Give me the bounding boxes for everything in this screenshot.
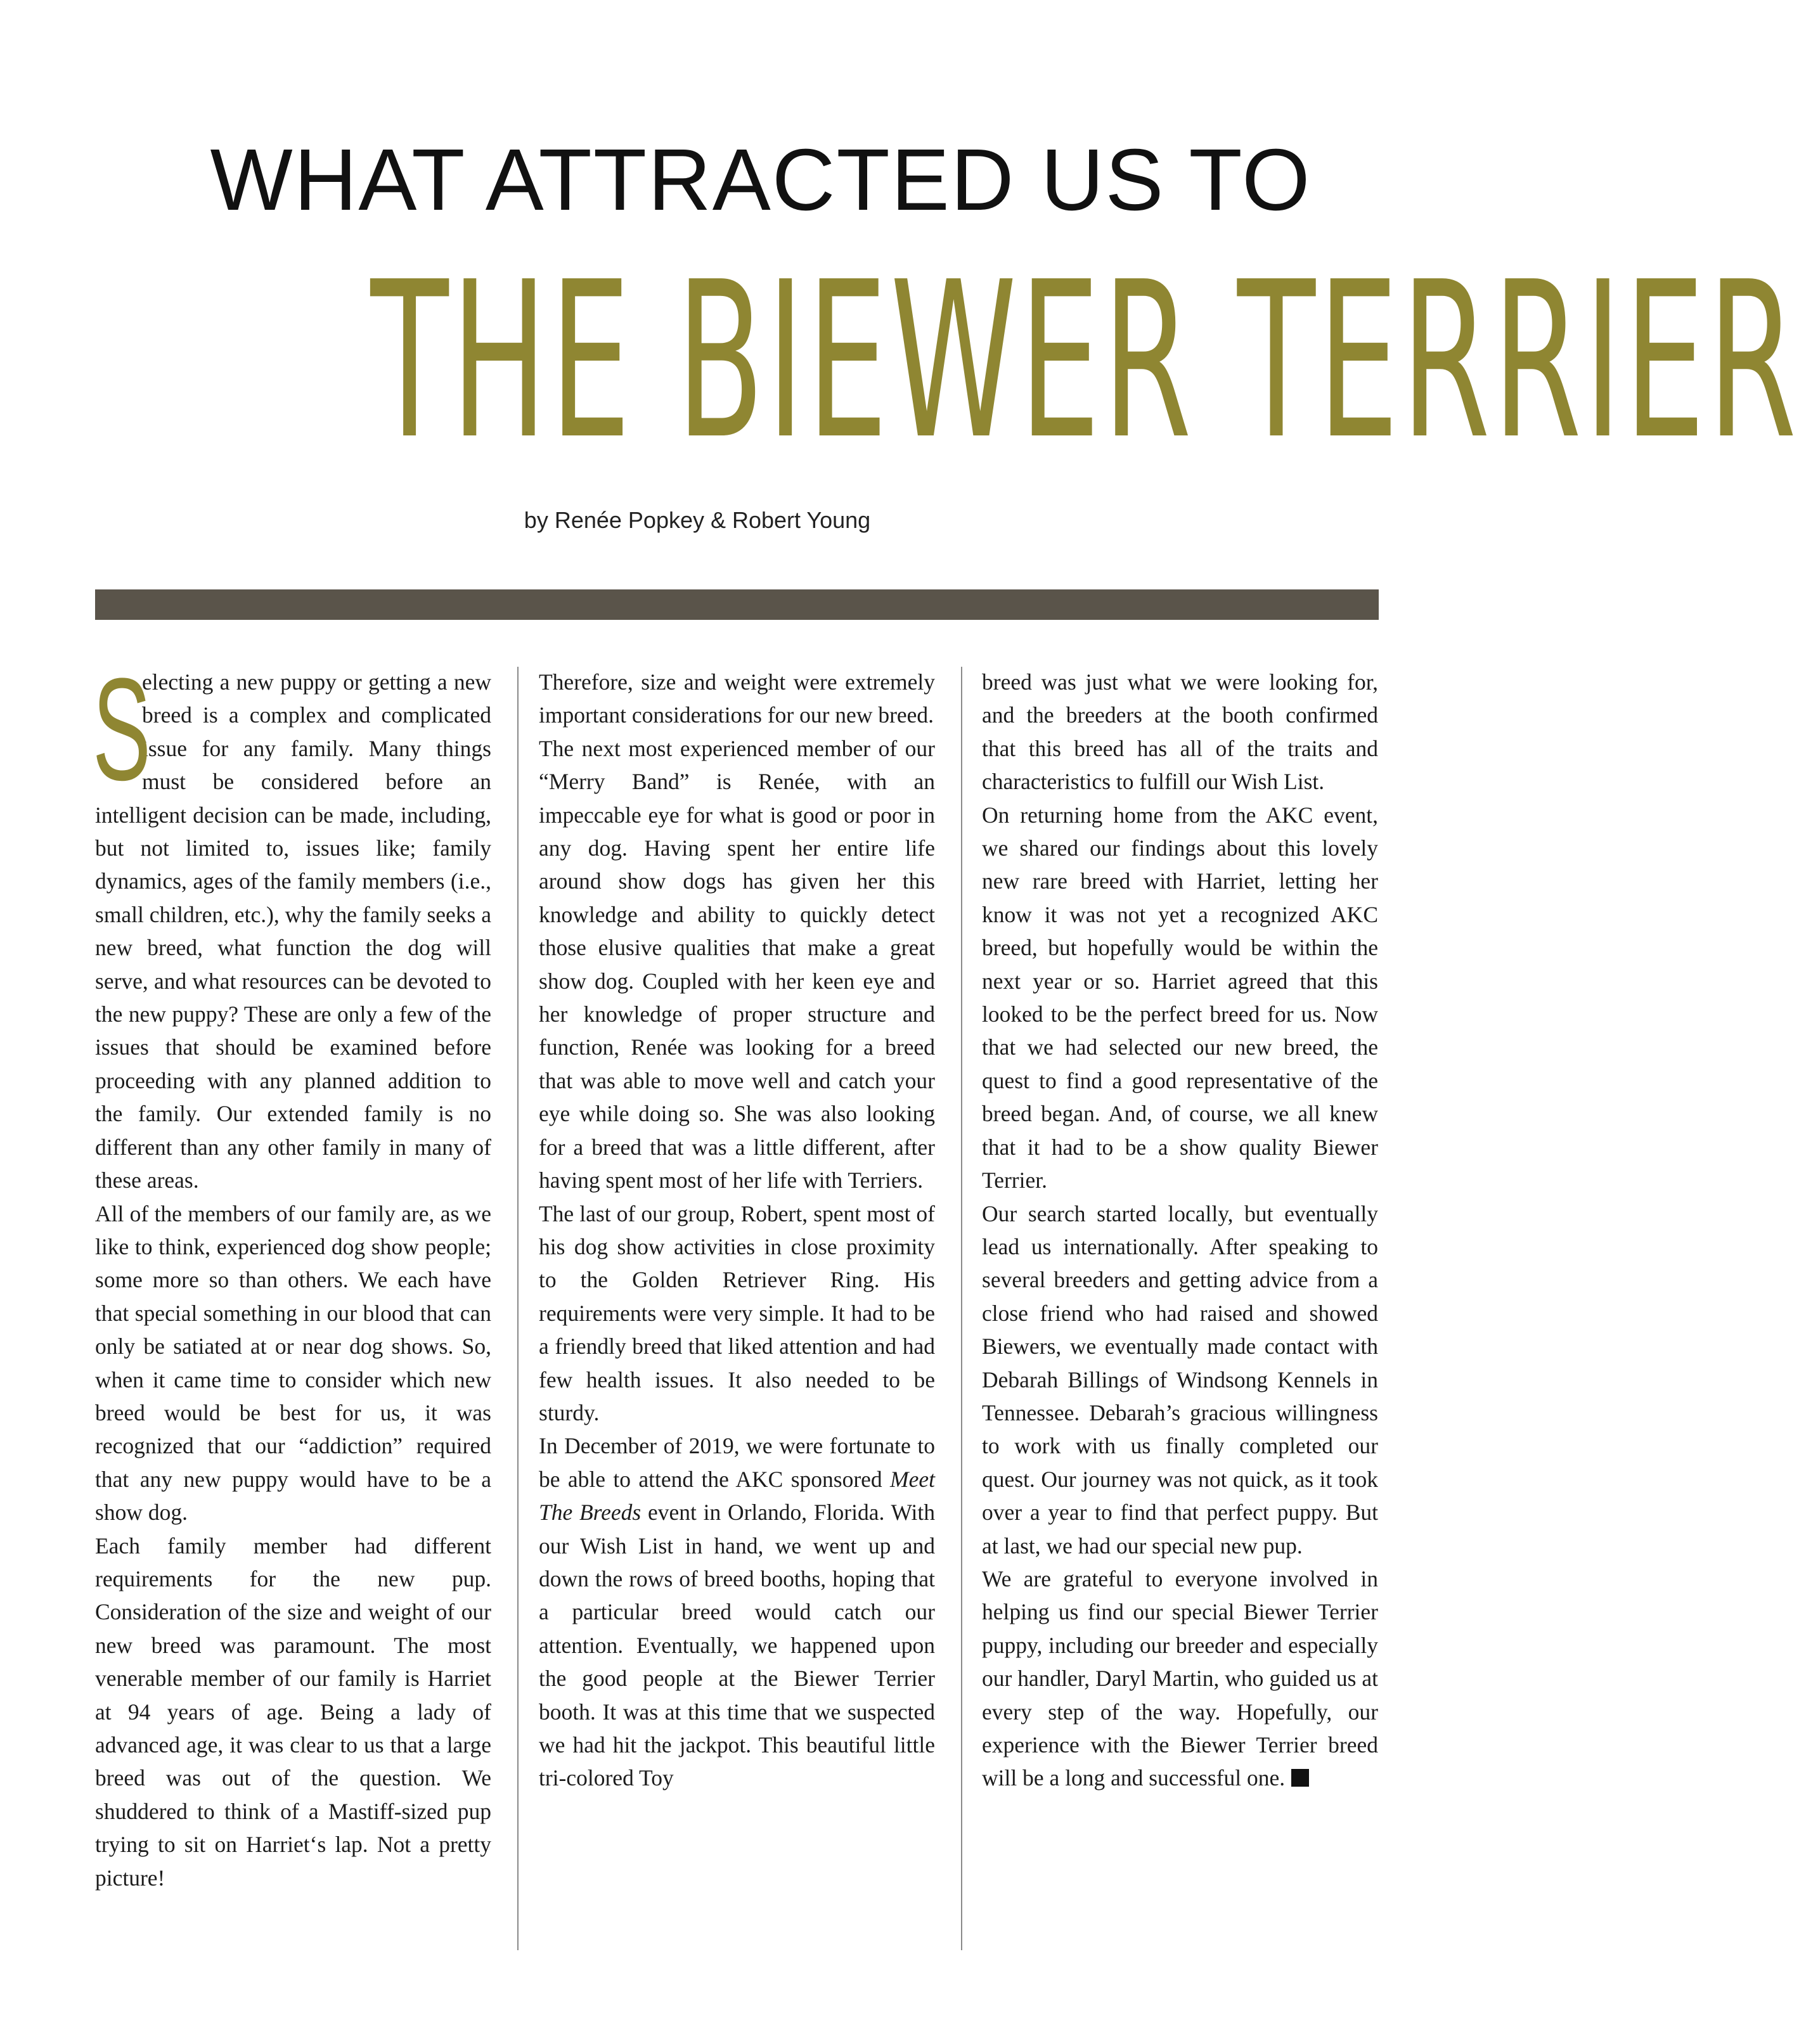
paragraph: Therefore, size and weight were extremely important considerations for our new breed. bbox=[539, 669, 935, 728]
paragraph: All of the members of our family are, as we like to think, experienced dog show people; some more so than others. We each have that special something in our blood that can only be satiated at or near dog shows. So, when it came time to consider which new breed would be best for us, it was recognized that our “addiction” required that any new puppy would have to be a show dog. bbox=[95, 1200, 491, 1526]
paragraph: On returning home from the AKC event, we shared our findings about this lovely new rare breed with Harriet, letting her know it was not yet a recognized AKC breed, but hopefully would be within the next year or so. Harriet agreed that this looked to be the perfect breed for us. Now that we had selected our new breed, the quest to find a good representative of the breed began. And, of course, we all knew that it had to be a show quality Biewer Terrier. bbox=[982, 802, 1378, 1193]
paragraph: The next most experienced member of our “Merry Band” is Renée, with an impeccable eye for what is good or poor in any dog. Having spent her entire life around show dogs has given her this knowledge and ability to quickly detect those elusive qualities that make a great show dog. Coupled with her keen eye and her knowledge of proper structure and function, Renée was looking for a breed that was able to move well and catch your eye while doing so. She was also looking for a breed that was a little different, after having spent most of her life with Terriers. bbox=[539, 735, 935, 1193]
paragraph-text: We are grateful to everyone involved in helping us find our special Biewer Terrier puppy, including our breeder and especially our handler, Daryl Martin, who guided us at every step of the way. Hopefully, our experience with the Biewer Terrier breed will be a long and successful one. bbox=[982, 1565, 1378, 1791]
drop-cap: S bbox=[93, 648, 152, 811]
article-byline: by Renée Popkey & Robert Young bbox=[524, 507, 871, 533]
paragraph: Each family member had different requirements for the new pup. Consideration of the size and weight of our new breed was paramount. The most venerable member of our family is Harriet at 94 years of age. Being a lady of advanced age, it was clear to us that a large breed was out of the question. We shuddered to think of a Mastiff-sized pup trying to sit on Harriet‘s lap. Not a pretty picture! bbox=[95, 1533, 491, 1891]
column-divider bbox=[517, 667, 519, 1950]
paragraph bbox=[539, 1429, 935, 1794]
article-title: THE BIEWER TERRIER bbox=[370, 236, 1799, 487]
column-divider bbox=[961, 667, 962, 1950]
body-column-1 bbox=[93, 648, 491, 1894]
end-mark-icon bbox=[1291, 1769, 1309, 1787]
paragraph-text: event in Orlando, Florida. With our Wish List in hand, we went up and down the rows of breed booths, hoping that a particular breed would catch our attention. Eventually, we happened upon the good people at the Biewer Terrier booth. It was at this time that we suspected we had hit the jackpot. This beautiful little tri-colored Toy bbox=[539, 1500, 935, 1791]
paragraph: The last of our group, Robert, spent most of his dog show activities in close proximity to the Golden Retriever Ring. His requirements were very simple. It had to be a friendly breed that liked attention and had few health issues. It also needed to be sturdy. bbox=[539, 1200, 935, 1425]
body-column-3 bbox=[982, 665, 1378, 1795]
paragraph bbox=[982, 1562, 1378, 1795]
header-rule bbox=[95, 589, 1379, 620]
paragraph bbox=[93, 648, 491, 1197]
paragraph-text: electing a new puppy or getting a new breed is a complex and complicated issue for any family. Many things must be considered before an intelligent decision can be made, including, but not limited to, issues like; family dynamics, ages of the family members (i.e., small children, etc.), why the family seeks a new breed, what function the dog will serve, and what resources can be devoted to the new puppy? These are only a few of the issues that should be examined before proceeding with any planned addition to the family. Our extended family is no different than any other family in many of these areas. bbox=[95, 669, 491, 1193]
article-kicker: WHAT ATTRACTED US TO bbox=[210, 131, 1312, 229]
paragraph: breed was just what we were looking for, and the breeders at the booth confirmed that this breed has all of the traits and characteristics to fulfill our Wish List. bbox=[982, 669, 1378, 795]
paragraph: Our search started locally, but eventually lead us internationally. After speaking to several breeders and getting advice from a close friend who had raised and showed Biewers, we eventually made contact with Debarah Billings of Windsong Kennels in Tennessee. Debarah’s gracious willingness to work with us finally completed our quest. Our journey was not quick, as it took over a year to find that perfect puppy. But at last, we had our special new pup. bbox=[982, 1200, 1378, 1559]
event-name: Meet The Breeds bbox=[539, 1466, 935, 1526]
body-column-2 bbox=[539, 665, 935, 1795]
paragraph-text: In December of 2019, we were fortunate to be able to attend the AKC sponsored bbox=[539, 1433, 935, 1492]
